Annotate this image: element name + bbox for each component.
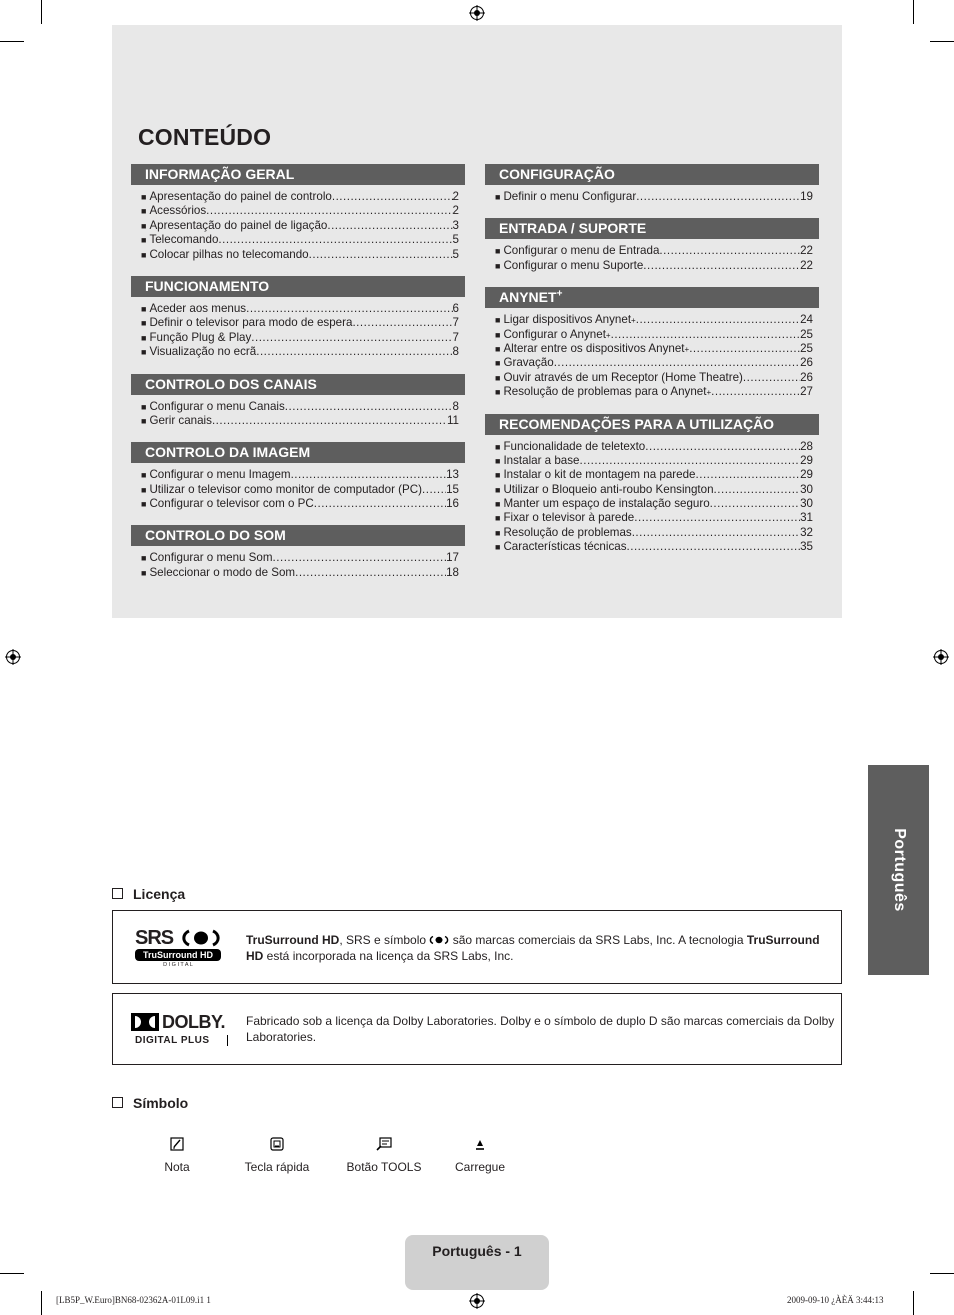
srs-license-text: TruSurround HD, SRS e símbolo são marcas comerciais da SRS Labs, Inc. A tecnologia TruSurround HD está incorporada na licença da SRS Labs, Inc.: [246, 933, 820, 963]
toc-page-number: 2: [452, 204, 459, 218]
dot-leader: [711, 385, 800, 399]
section-header: ANYNET+: [485, 287, 819, 308]
toc-entry-text: Instalar o kit de montagem na parede: [503, 468, 696, 482]
bullet-square-icon: ■: [495, 527, 501, 538]
crop-mark: [930, 41, 954, 42]
toc-entry-text: Características técnicas: [503, 540, 627, 554]
dot-leader: [714, 483, 801, 497]
toc-page-number: 31: [800, 511, 813, 525]
dot-leader: [645, 440, 800, 454]
dot-leader: [291, 468, 447, 482]
crop-mark: [0, 41, 24, 42]
language-side-tab: [868, 765, 929, 975]
toc-page-number: 29: [800, 453, 813, 467]
page-number-tab: [405, 1235, 549, 1290]
dot-leader: [251, 331, 452, 345]
toc-entry: [141, 190, 459, 204]
bullet-square-icon: ■: [141, 470, 147, 481]
bullet-square-icon: ■: [495, 192, 501, 202]
toc-page-number: 3: [452, 218, 459, 232]
bullet-square-icon: ■: [141, 235, 147, 246]
section-header: INFORMAÇÃO GERAL: [131, 164, 465, 185]
dot-leader: [218, 233, 452, 247]
dot-leader: [246, 302, 452, 316]
toc-entry-text: Visualização no ecrã: [149, 345, 257, 359]
toc-right-column: [485, 164, 819, 555]
dot-leader: [636, 190, 800, 204]
toc-entry: [141, 233, 459, 247]
toc-entry-text: Configurar o televisor com o PC: [149, 497, 314, 511]
bullet-square-icon: ■: [495, 329, 501, 340]
dolby-license-box: [112, 993, 842, 1065]
bullet-square-icon: ■: [495, 441, 501, 452]
toc-page-number: 28: [800, 439, 813, 453]
dot-leader: [295, 566, 446, 580]
toc-entry-text: Configurar o menu Suporte: [503, 258, 644, 272]
toc-page-number: 18: [446, 565, 459, 579]
toc-entry-text: Aceder aos menus: [149, 301, 247, 315]
toc-page-number: 22: [800, 258, 813, 272]
dot-leader: [743, 371, 800, 385]
bullet-square-icon: ■: [495, 542, 501, 553]
symbol-heading: Símbolo: [112, 1095, 188, 1111]
dot-leader: [696, 468, 801, 482]
toc-entry-text: Configurar o menu de Entrada: [503, 244, 660, 258]
bullet-square-icon: ■: [141, 318, 147, 329]
bullet-square-icon: ■: [495, 372, 501, 383]
toc-entry: [141, 331, 459, 345]
srs-symbol-icon: [429, 935, 449, 945]
toc-entry-text: Ligar dispositivos Anynet: [503, 313, 632, 327]
bullet-square-icon: ■: [495, 513, 501, 524]
toc-entry: [141, 316, 459, 330]
dot-leader: [634, 511, 800, 525]
toc-entry: [495, 540, 813, 554]
dot-leader: [256, 345, 452, 359]
bullet-square-icon: ■: [141, 206, 147, 217]
bullet-square-icon: ■: [495, 484, 501, 495]
bullet-square-icon: ■: [141, 553, 147, 564]
toc-entry: [141, 566, 459, 580]
toc-page-number: 26: [800, 356, 813, 370]
toc-entry: [141, 302, 459, 316]
toc-page-number: 11: [446, 413, 459, 427]
toc-entry: [141, 414, 459, 428]
toc-entry: [495, 371, 813, 385]
toc-entry-text: Fixar o televisor à parede: [503, 511, 635, 525]
toc-entry: [141, 400, 459, 414]
toc-page-number: 8: [452, 399, 459, 413]
dot-leader: [643, 259, 800, 273]
crop-mark: [41, 0, 42, 24]
bullet-square-icon: ■: [495, 387, 501, 398]
toc-entry: ■ Configurar o Anynet + ..... 25: [495, 328, 813, 342]
crop-mark: [913, 0, 914, 24]
bullet-square-icon: ■: [495, 358, 501, 369]
dot-leader: [352, 316, 452, 330]
dot-leader: [212, 414, 447, 428]
toc-entry: [495, 356, 813, 370]
toc-entry: [495, 454, 813, 468]
toc-page-number: 32: [800, 525, 813, 539]
bullet-square-icon: ■: [141, 347, 147, 358]
toc-entry-text: Apresentação do painel de ligação: [149, 218, 328, 232]
bullet-square-icon: ■: [141, 484, 147, 495]
toc-entry-text: Resolução de problemas: [503, 525, 632, 539]
srs-logo: SRS TruSurround HD D I G I T A L: [135, 927, 225, 971]
bullet-square-icon: ■: [141, 249, 147, 260]
dot-leader: [580, 454, 801, 468]
toc-page-number: 6: [452, 301, 459, 315]
dot-leader: [422, 483, 446, 497]
print-info-right: 2009-09-10 ¿ÀÈÄ 3:44:13: [787, 1295, 884, 1305]
toc-entry-text: Utilizar o Bloqueio anti-roubo Kensington: [503, 482, 714, 496]
toc-entry: [141, 345, 459, 359]
toc-entry-text: Acessórios: [149, 204, 207, 218]
toc-entry-text: Função Plug & Play: [149, 330, 252, 344]
toc-entry: [141, 497, 459, 511]
toc-entry: ■ Resolução de problemas para o Anynet + ..... 27: [495, 385, 813, 399]
bullet-square-icon: ■: [141, 220, 147, 231]
print-info-left: [LB5P_W.Euro]BN68-02362A-01L09.i1 1: [56, 1295, 211, 1305]
dot-leader: [659, 244, 800, 258]
srs-symbol-icon: [181, 929, 221, 947]
bullet-square-icon: ■: [495, 343, 501, 354]
dot-leader: [636, 313, 800, 327]
toc-entry: [495, 244, 813, 258]
toc-entry: [495, 526, 813, 540]
bullet-square-icon: ■: [495, 246, 501, 257]
dot-leader: [285, 400, 453, 414]
toc-entry-text: Funcionalidade de teletexto: [503, 439, 646, 453]
toc-left-column: [131, 164, 465, 580]
toc-entry-text: Definir o televisor para modo de espera: [149, 316, 353, 330]
bullet-square-icon: ■: [141, 401, 147, 412]
toc-page-number: 8: [452, 345, 459, 359]
dot-leader: [689, 342, 800, 356]
toc-page-number: 26: [800, 370, 813, 384]
symbol-tools: Botão TOOLS: [340, 1135, 428, 1174]
symbol-press: Carregue: [448, 1135, 512, 1174]
toc-page-number: 24: [800, 313, 813, 327]
crop-mark: [930, 1273, 954, 1274]
toc-entry-text: Instalar a base: [503, 453, 580, 467]
section-header: ENTRADA / SUPORTE: [485, 218, 819, 239]
section-header: FUNCIONAMENTO: [131, 276, 465, 297]
bullet-square-icon: ■: [141, 192, 147, 202]
toc-entry-text: Alterar entre os dispositivos Anynet: [503, 341, 685, 355]
toc-entry-text: Gerir canais: [149, 413, 212, 427]
toc-entry-text: Ouvir através de um Receptor (Home Theatre): [503, 370, 743, 384]
toc-entry: ■ Ligar dispositivos Anynet + ..... 24: [495, 313, 813, 327]
toc-entry-text: Utilizar o televisor como monitor de computador (PC): [149, 482, 422, 496]
toc-page-number: 25: [800, 341, 813, 355]
toc-entry: ■ Alterar entre os dispositivos Anynet + ..... 25: [495, 342, 813, 356]
toc-entry: [141, 219, 459, 233]
dolby-license-text: Fabricado sob a licença da Dolby Laboratories. Dolby e o símbolo de duplo D são marcas comerciais da Dolby Laboratories.: [246, 1014, 835, 1044]
language-label: Português: [890, 828, 908, 912]
bullet-square-icon: ■: [495, 315, 501, 326]
dot-leader: [611, 328, 801, 342]
bullet-square-icon: ■: [141, 303, 147, 314]
toc-entry-text: Configurar o Anynet: [503, 327, 606, 341]
toc-page-number: 7: [452, 316, 459, 330]
registration-mark-icon: [933, 649, 949, 665]
dolby-double-d-icon: [131, 1013, 159, 1031]
license-heading: Licença: [112, 886, 185, 902]
toc-page-number: 35: [800, 540, 813, 554]
toc-entry-text: Manter um espaço de instalação seguro: [503, 497, 710, 511]
section-header: CONFIGURAÇÃO: [485, 164, 819, 185]
dot-leader: [332, 190, 453, 204]
toc-entry: [495, 190, 813, 204]
page-number: Português - 1: [432, 1243, 522, 1259]
note-icon: [170, 1135, 184, 1153]
dot-leader: [710, 497, 800, 511]
bullet-square-icon: ■: [141, 332, 147, 343]
bullet-square-icon: ■: [495, 499, 501, 510]
symbol-note: Nota: [146, 1135, 208, 1174]
dot-leader: [554, 356, 800, 370]
toc-entry-text: Resolução de problemas para o Anynet: [503, 385, 707, 399]
press-icon: [474, 1135, 486, 1153]
toc-page-number: 27: [800, 385, 813, 399]
toc-page-number: 15: [446, 482, 459, 496]
toc-entry: [141, 551, 459, 565]
toc-entry: [141, 483, 459, 497]
dot-leader: [273, 551, 447, 565]
toc-entry-text: Configurar o menu Canais: [149, 399, 285, 413]
toc-entry: [141, 248, 459, 262]
section-header: RECOMENDAÇÕES PARA A UTILIZAÇÃO: [485, 414, 819, 435]
dot-leader: [309, 248, 453, 262]
dot-leader: [314, 497, 446, 511]
toc-entry: [495, 483, 813, 497]
section-header: CONTROLO DA IMAGEM: [131, 442, 465, 463]
toc-page-number: 30: [800, 482, 813, 496]
crop-mark: [913, 1291, 914, 1315]
section-header: CONTROLO DOS CANAIS: [131, 374, 465, 395]
dot-leader: [627, 540, 801, 554]
toc-page-number: 25: [800, 327, 813, 341]
toc-entry-text: Telecomando: [149, 233, 219, 247]
bullet-square-icon: ■: [495, 455, 501, 466]
dot-leader: [327, 219, 452, 233]
registration-mark-icon: [469, 1293, 485, 1309]
toc-page-number: 19: [800, 190, 813, 203]
toc-entry-text: Gravação: [503, 356, 554, 370]
crop-mark: [0, 1273, 24, 1274]
toc-entry-text: Apresentação do painel de controlo: [149, 190, 332, 203]
tools-button-icon: [376, 1135, 392, 1153]
toc-page-number: 22: [800, 244, 813, 258]
toc-page-number: 2: [452, 190, 459, 203]
bullet-square-icon: ■: [141, 499, 147, 510]
checkbox-square-icon: [112, 888, 123, 899]
registration-mark-icon: [469, 5, 485, 21]
toc-page-number: 16: [446, 497, 459, 511]
toc-entry: [495, 511, 813, 525]
toc-entry-text: Configurar o menu Imagem: [149, 468, 291, 482]
crop-mark: [41, 1291, 42, 1315]
one-touch-button-icon: [270, 1135, 284, 1153]
toc-page-number: 7: [452, 330, 459, 344]
srs-license-box: [112, 910, 842, 984]
toc-page-number: 13: [446, 468, 459, 482]
toc-entry-text: Seleccionar o modo de Som: [149, 565, 296, 579]
toc-page-number: 29: [800, 468, 813, 482]
dot-leader: [206, 204, 452, 218]
checkbox-square-icon: [112, 1097, 123, 1108]
toc-page-number: 30: [800, 497, 813, 511]
toc-entry: [495, 440, 813, 454]
toc-entry: [495, 259, 813, 273]
toc-entry: [495, 468, 813, 482]
dot-leader: [632, 526, 800, 540]
bullet-square-icon: ■: [141, 567, 147, 578]
registration-mark-icon: [5, 649, 21, 665]
toc-entry-text: Configurar o menu Som: [149, 551, 273, 565]
dolby-logo: DOLBY. DIGITAL PLUS: [131, 1012, 229, 1048]
symbol-one-touch: Tecla rápida: [238, 1135, 316, 1174]
toc-entry: [141, 204, 459, 218]
section-header: CONTROLO DO SOM: [131, 525, 465, 546]
toc-page-number: 17: [446, 551, 459, 565]
toc-entry-text: Definir o menu Configurar: [503, 190, 637, 203]
toc-entry-text: Colocar pilhas no telecomando: [149, 247, 309, 261]
toc-page-number: 5: [452, 233, 459, 247]
toc-entry: [495, 497, 813, 511]
bullet-square-icon: ■: [141, 415, 147, 426]
page-title: CONTEÚDO: [138, 124, 272, 150]
toc-entry: [141, 468, 459, 482]
bullet-square-icon: ■: [495, 470, 501, 481]
toc-page-number: 5: [452, 247, 459, 261]
bullet-square-icon: ■: [495, 260, 501, 271]
